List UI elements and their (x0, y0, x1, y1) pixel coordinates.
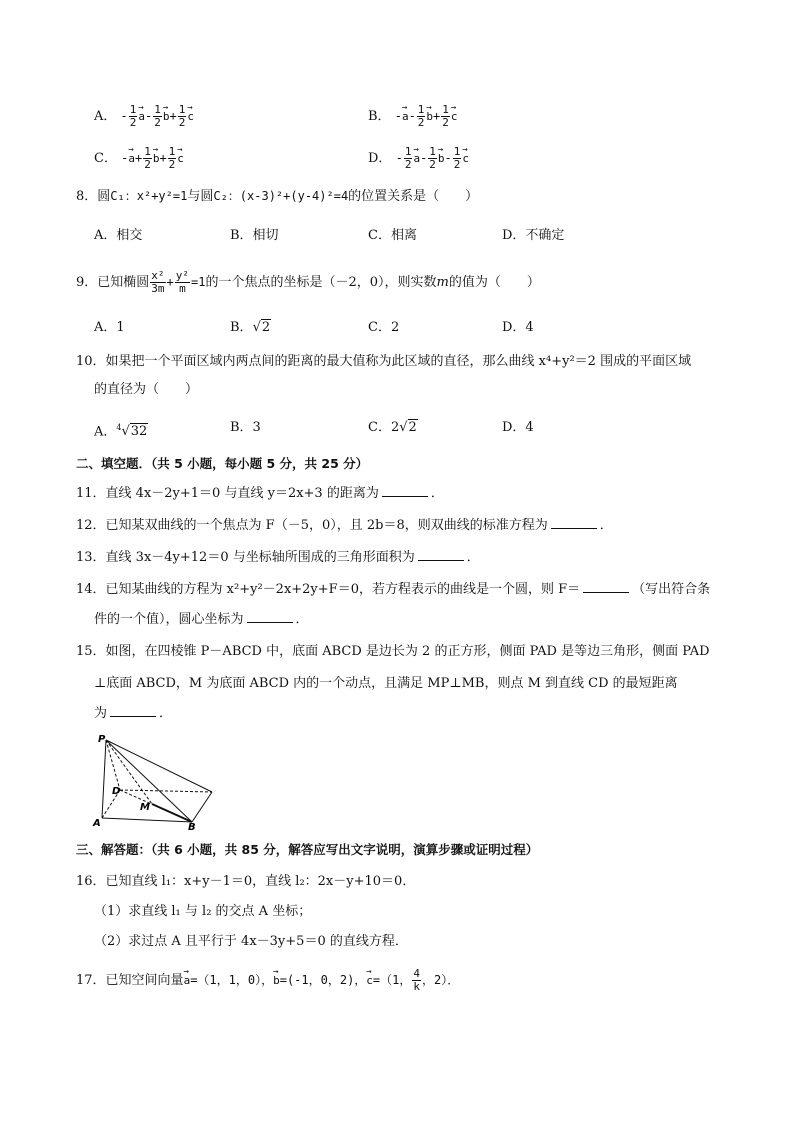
q7-option-b: B． -→ a- $\frac{1}{2}$ → b+ $\frac{1}{2}$ → c (368, 104, 458, 129)
answer-blank[interactable] (583, 580, 629, 593)
question-9: 9．已知椭圆 $\frac{\text{x²}}{3m}$ + $\frac{\text{y²}}{m}$ =1的一个焦点的坐标是（－2，0），则实数m的值为（ ） (76, 269, 540, 295)
answer-blank[interactable] (551, 516, 597, 529)
label-B: B (188, 822, 196, 830)
option-letter: A． (94, 109, 117, 124)
section-3-heading: 三、解答题：（共 6 小题，共 85 分，解答应写出文字说明，演算步骤或证明过程） (76, 842, 539, 857)
label-M: M (140, 802, 150, 813)
answer-blank[interactable] (382, 484, 428, 497)
label-A: A (93, 818, 101, 829)
q9-option-d: D．4 (502, 320, 534, 335)
section-2-heading: 二、填空题．（共 5 小题，每小题 5 分，共 25 分） (76, 456, 369, 471)
answer-blank[interactable] (110, 704, 156, 717)
question-14-line2: 件的一个值），圆心坐标为 ． (94, 612, 309, 627)
label-P: P (98, 734, 106, 745)
question-15-line1: 15．如图，在四棱锥 P－ABCD 中，底面 ABCD 是边长为 2 的正方形，侧面 PAD 是等边三角形，侧面 PAD (76, 644, 710, 659)
question-12: 12．已知某双曲线的一个焦点为 F（－5，0），且 2b＝8，则双曲线的标准方程为 ． (76, 518, 613, 533)
question-13: 13．直线 3x－4y+12＝0 与坐标轴所围成的三角形面积为 ． (76, 550, 480, 565)
pyramid-figure (92, 730, 222, 830)
q9-option-b: B．√2 (230, 320, 271, 335)
question-15-line2: ⊥底面 ABCD，M 为底面 ABCD 内的一个动点，且满足 MP⊥MB，则点 M 到直线 CD 的最短距离 (94, 676, 678, 691)
q7-option-d: D． - $\frac{1}{2}$ → a- $\frac{1}{2}$ → b- $\frac{1}{2}$ → c (368, 146, 469, 171)
q8-option-b: B．相切 (230, 228, 279, 243)
q7-option-c: C． -→ a+ $\frac{1}{2}$ → b+ $\frac{1}{2}$ → c (94, 146, 184, 171)
q8-option-d: D．不确定 (502, 228, 565, 243)
question-11: 11．直线 4x－2y+1＝0 与直线 y＝2x+3 的距离为 ． (76, 486, 444, 501)
q9-option-a: A．1 (94, 320, 125, 335)
question-15-line3: 为 ． (94, 706, 173, 721)
q10-option-b: B．3 (230, 420, 261, 435)
question-16-sub2: （2）求过点 A 且平行于 4x－3y+5＝0 的直线方程． (94, 934, 408, 949)
q7-option-a: A． - $\frac{1}{2}$ → a- $\frac{1}{2}$ → b+ $\frac{1}{2}$ → c (94, 104, 194, 129)
question-8: 8．圆C₁：x²+y²=1与圆C₂：(x-3)²+(y-4)²=4的位置关系是（ ） (76, 189, 479, 204)
question-10-line1: 10．如果把一个平面区域内两点间的距离的最大值称为此区域的直径，那么曲线 x⁴+y²＝2 围成的平面区域 (76, 354, 692, 369)
q10-option-a: A．$^4$√32 (94, 423, 148, 440)
q9-option-c: C．2 (368, 320, 400, 335)
q10-option-d: D．4 (502, 420, 534, 435)
question-10-line2: 的直径为（ ） (94, 382, 199, 397)
question-14-line1: 14．已知某曲线的方程为 x²+y²－2x+2y+F＝0，若方程表示的曲线是一个圆，则 F＝ （写出符合条 (76, 582, 711, 597)
q8-option-c: C．相离 (368, 228, 417, 243)
answer-blank[interactable] (418, 548, 464, 561)
answer-blank[interactable] (247, 610, 293, 623)
label-D: D (112, 786, 121, 797)
question-17: 17．已知空间向量→ a=（1，1，0），→ b=(-1，0，2)，→ c=（1， $\frac{4}{k}$ ，2）． (76, 968, 459, 993)
q10-option-c: C．2√2 (368, 420, 417, 435)
question-16: 16．已知直线 l₁：x+y－1＝0，直线 l₂：2x－y+10＝0． (76, 874, 416, 889)
q8-option-a: A．相交 (94, 228, 143, 243)
question-16-sub1: （1）求直线 l₁ 与 l₂ 的交点 A 坐标； (94, 904, 312, 919)
